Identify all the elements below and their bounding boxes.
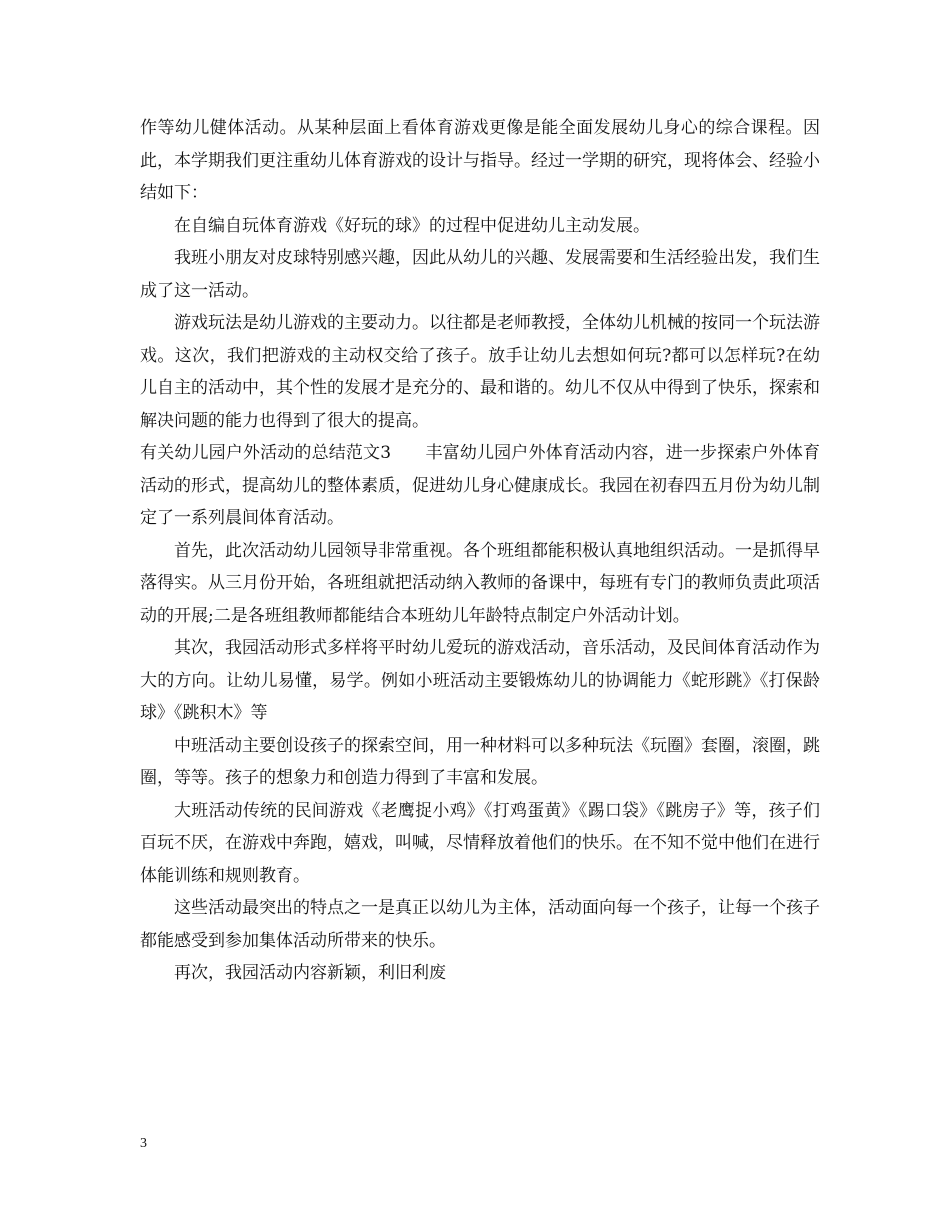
paragraph: 大班活动传统的民间游戏《老鹰捉小鸡》《打鸡蛋黄》《踢口袋》《跳房子》等，孩子们百玩不厌，在游戏中奔跑，嬉戏，叫喊，尽情释放着他们的快乐。在不知不觉中他们在进行体能训练和规则教育。 [140, 800, 820, 886]
paragraph: 作等幼儿健体活动。从某种层面上看体育游戏更像是能全面发展幼儿身心的综合课程。因此，本学期我们更注重幼儿体育游戏的设计与指导。经过一学期的研究，现将体会、经验小结如下： [140, 118, 820, 203]
paragraph: 中班活动主要创设孩子的探索空间，用一种材料可以多种玩法《玩圈》套圈，滚圈，跳圈，等等。孩子的想象力和创造力得到了丰富和发展。 [140, 735, 820, 788]
paragraph: 再次，我园活动内容新颖，利旧利废 [174, 963, 446, 983]
paragraph: 这些活动最突出的特点之一是真正以幼儿为主体，活动面向每一个孩子，让每一个孩子都能感受到参加集体活动所带来的快乐。 [140, 898, 820, 951]
paragraph: 在自编自玩体育游戏《好玩的球》的过程中促进幼儿主动发展。 [174, 215, 650, 236]
page-number: 3 [140, 1136, 147, 1151]
paragraph: 我班小朋友对皮球特别感兴趣，因此从幼儿的兴趣、发展需要和生活经验出发，我们生成了这一活动。 [140, 248, 820, 301]
paragraph: 首先，此次活动幼儿园领导非常重视。各个班组都能积极认真地组织活动。一是抓得早落得实。从三月份开始，各班组就把活动纳入教师的备课中，每班有专门的教师负责此项活动的开展;二是各班组教师都能结合本班幼儿年龄特点制定户外活动计划。 [140, 540, 820, 626]
paragraph: 游戏玩法是幼儿游戏的主要动力。以往都是老师教授，全体幼儿机械的按同一个玩法游戏。这次，我们把游戏的主动权交给了孩子。放手让幼儿去想如何玩?都可以怎样玩?在幼儿自主的活动中，其个性的发展才是充分的、最和谐的。幼儿不仅从中得到了快乐，探索和解决问题的能力也得到了很大的提高。 [140, 313, 820, 431]
paragraph: 其次，我园活动形式多样将平时幼儿爱玩的游戏活动，音乐活动，及民间体育活动作为大的方向。让幼儿易懂，易学。例如小班活动主要锻炼幼儿的协调能力《蛇形跳》《打保龄球》《跳积木》等 [140, 638, 820, 723]
document-body [140, 112, 820, 990]
section-heading-paragraph: 有关幼儿园户外活动的总结范文3 丰富幼儿园户外体育活动内容，进一步探索户外体育活动的形式，提高幼儿的整体素质，促进幼儿身心健康成长。我园在初春四五月份为幼儿制定了一系列晨间体育活动。 [140, 443, 820, 528]
